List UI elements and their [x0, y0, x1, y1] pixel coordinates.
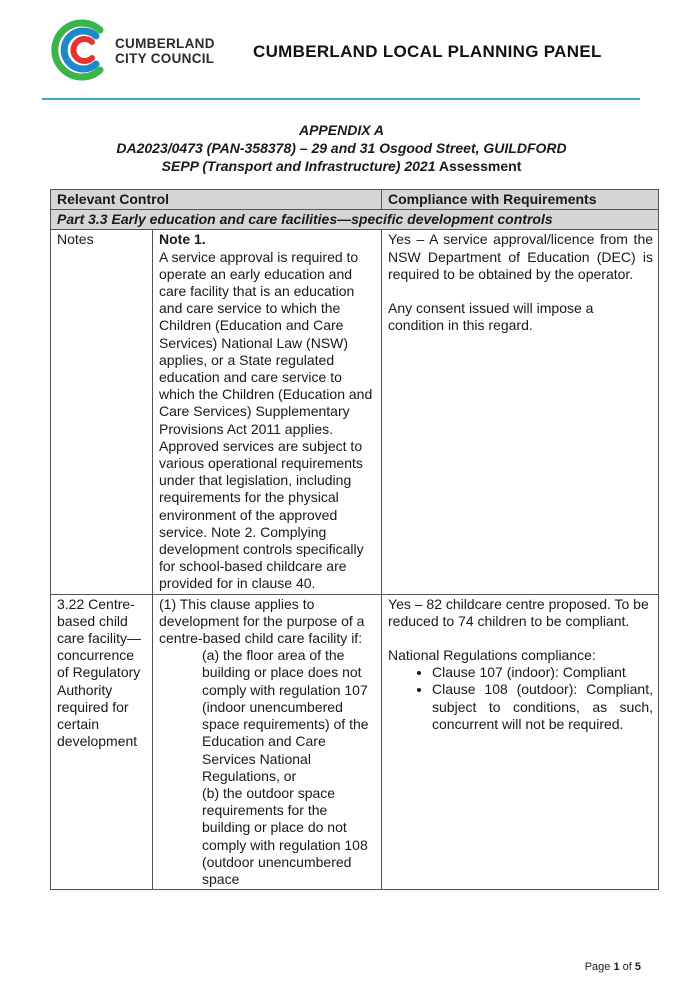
relevant-control-header: Relevant Control [51, 190, 382, 210]
compliance-text: National Regulations compliance: [388, 647, 596, 664]
note-text: A service approval is required to operate an early education and care facility that is an education and care service to which the Children (Education and Care Services) National Law (NSW) applies, or a State regulated education and care service to which the Children (Education and Care Services) Supplementary Provisions Act 2011 applies. Approved services are subject to various operational requirements under that legislation, including requirements for the physical environment of the approved service. Note 2. Complying development controls specifically for school-based childcare are provided for in clause 40. [159, 248, 373, 592]
assessment-word: Assessment [435, 158, 522, 174]
clause-item-b: (b) the outdoor space requirements for the building or place do not comply with regulation 108 (outdoor unencumbered space [202, 784, 368, 887]
control-detail [153, 230, 382, 594]
compliance-header: Compliance with Requirements [382, 190, 659, 210]
note-title: Note 1. [159, 231, 206, 248]
compliance-text: Yes – 82 childcare centre proposed. To be reduced to 74 children to be compliant. [388, 595, 649, 629]
table-row [51, 230, 659, 594]
council-logo-icon [46, 14, 112, 86]
assessment-table [50, 189, 659, 890]
table-row [51, 594, 659, 889]
list-item: • Clause 107 (indoor): Compliant [432, 664, 653, 681]
compliance-cell [382, 230, 659, 594]
control-name: 3.22 Centre-based child care facility—concurrence of Regulatory Authority required for certain development [51, 594, 153, 889]
appendix-heading [0, 121, 683, 175]
clause-intro: (1) This clause applies to development for the purpose of a centre-based child care facility if: [159, 595, 365, 647]
current-page: 1 [613, 961, 620, 973]
compliance-cell [382, 594, 659, 889]
section-row [51, 210, 659, 230]
header-divider [42, 98, 640, 100]
assessment-title [0, 157, 683, 175]
total-pages: 5 [634, 961, 641, 973]
logo-line-2: CITY COUNCIL [115, 51, 215, 66]
sepp-name: SEPP (Transport and Infrastructure) 2021 [161, 158, 436, 174]
clause-item-a: (a) the floor area of the building or place does not comply with regulation 107 (indoor unencumbered space requirements) of the Education and Care Services National Regulations, or [202, 647, 369, 784]
appendix-label: APPENDIX A [298, 122, 385, 138]
compliance-text: Any consent issued will impose a condition in this regard. [388, 300, 594, 334]
compliance-text: Yes – A service approval/licence from the NSW Department of Education (DEC) is required to be obtained by the operator. [388, 231, 654, 282]
logo-line-1: CUMBERLAND [115, 36, 215, 51]
application-reference: DA2023/0473 (PAN-358378) – 29 and 31 Osgood Street, GUILDFORD [116, 140, 567, 156]
panel-title: CUMBERLAND LOCAL PLANNING PANEL [253, 42, 602, 61]
control-detail [153, 594, 382, 889]
page-number: Page 1 of 5 [584, 961, 641, 973]
table-header-row [51, 190, 659, 210]
control-name: Notes [51, 230, 153, 594]
section-heading: Part 3.3 Early education and care facilities—specific development controls [51, 210, 659, 230]
council-logo [46, 14, 276, 86]
logo-wordmark [115, 36, 215, 66]
compliance-list [388, 664, 653, 733]
list-item: • Clause 108 (outdoor): Compliant, subject to conditions, as such, concurrent will not be required. [432, 681, 653, 733]
